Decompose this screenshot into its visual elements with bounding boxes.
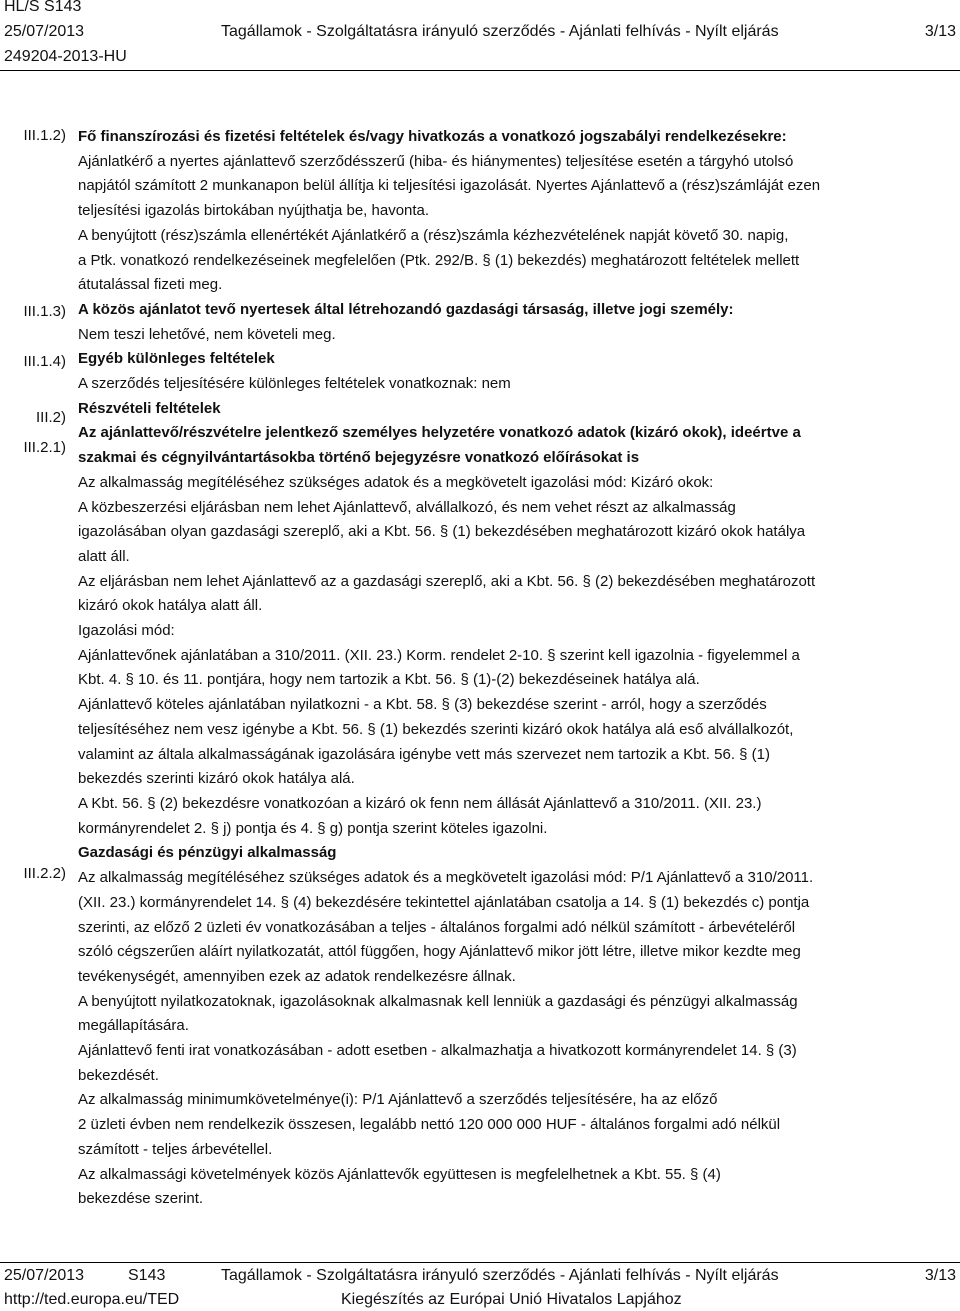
section-heading: A közös ajánlatot tevő nyertesek által létrehozandó gazdasági társaság, illetve jogi személy: xyxy=(78,300,734,318)
footer-date: 25/07/2013 xyxy=(4,1267,85,1284)
text-line: számított - teljes árbevétellel. xyxy=(78,1140,273,1158)
footer-url[interactable]: http://ted.europa.eu/TED xyxy=(4,1291,180,1308)
section-number: III.1.3) xyxy=(23,303,66,320)
journal-label: HL/S S143 xyxy=(4,0,82,15)
section-heading: Egyéb különleges feltételek xyxy=(78,350,275,368)
text-line: (XII. 23.) kormányrendelet 14. § (4) bekezdésére tekintettel ajánlatában csatolja a 14. § (1) bekezdés c) pontja xyxy=(78,893,810,911)
text-line: kormányrendelet 2. § j) pontja és 4. § g) pontja szerint köteles igazolni. xyxy=(78,819,548,837)
header-title: Tagállamok - Szolgáltatásra irányuló szerződés - Ajánlati felhívás - Nyílt eljárás xyxy=(221,23,779,40)
text-line: teljesítési igazolás birtokában nyújthatja be, havonta. xyxy=(78,202,430,220)
footer-divider xyxy=(0,1262,960,1263)
text-line: teljesítéséhez nem vesz igénybe a Kbt. 56. § (1) bekezdés szerinti kizáró okok hatálya alá eső alvállalkozót, xyxy=(78,720,794,738)
text-line: 2 üzleti évben nem rendelkezik összesen, legalább nettó 120 000 000 HUF - általános forgalmi adó nélkül xyxy=(78,1116,781,1134)
text-line: Az alkalmasság minimumkövetelménye(i): P/1 Ajánlattevő a szerződés teljesítésére, ha az előző xyxy=(78,1091,718,1109)
text-line: Ajánlatkérő a nyertes ajánlattevő szerződésszerű (hiba- és hiánymentes) teljesítése esetén a tárgyhó utolsó xyxy=(78,152,794,170)
section-number: III.1.4) xyxy=(23,353,66,370)
text-line: Az alkalmassági követelmények közös Ajánlattevők együttesen is megfelelhetnek a Kbt. 55. § (4) xyxy=(78,1165,721,1183)
text-line: szóló cégszerűen aláírt nyilatkozatát, attól függően, hogy Ajánlattevő mikor jött létre, illetve mikor kezdte meg xyxy=(78,943,801,961)
section-number: III.2) xyxy=(35,409,66,426)
text-line: a Ptk. vonatkozó rendelkezéseinek megfelelően (Ptk. 292/B. § (1) bekezdés) meghatározott feltételek mellett xyxy=(78,251,800,269)
text-line: megállapítására. xyxy=(78,1017,189,1035)
section-number: III.2.2) xyxy=(23,865,66,882)
footer-series: S143 xyxy=(128,1267,166,1284)
text-line: igazolásában olyan gazdasági szereplő, aki a Kbt. 56. § (1) bekezdésében meghatározott kizáró okok hatálya xyxy=(78,523,806,541)
section-number: III.1.2) xyxy=(23,127,66,144)
text-line: Ajánlattevő fenti irat vonatkozásában - adott esetben - alkalmazhatja a hivatkozott kormányrendelet 14. § (3) xyxy=(78,1042,797,1060)
text-line: Igazolási mód: xyxy=(78,622,175,640)
text-line: Ajánlattevőnek ajánlatában a 310/2011. (XII. 23.) Korm. rendelet 2-10. § szerint kell igazolnia - figyelemmel a xyxy=(78,646,800,664)
text-line: A szerződés teljesítésére különleges feltételek vonatkoznak: nem xyxy=(78,375,511,393)
text-line: Ajánlattevő köteles ajánlatában nyilatkozni - a Kbt. 58. § (3) bekezdése szerint - arról, hogy a szerződés xyxy=(78,696,767,714)
text-line: Nem teszi lehetővé, nem követeli meg. xyxy=(78,325,336,343)
header-doc-id: 249204-2013-HU xyxy=(4,48,127,65)
header-divider xyxy=(0,70,960,71)
text-line: átutalással fizeti meg. xyxy=(78,276,223,294)
section-heading: Részvételi feltételek xyxy=(78,399,221,417)
text-line: bekezdése szerint. xyxy=(78,1190,204,1208)
section-number: III.2.1) xyxy=(23,439,66,456)
text-line: szerinti, az előző 2 üzleti év vonatkozásában a teljes - általános forgalmi adó nélkül számított - árbevételéről xyxy=(78,918,796,936)
text-line: tevékenységét, amennyiben ezek az adatok rendelkezésre állnak. xyxy=(78,967,516,985)
section-heading: Fő finanszírozási és fizetési feltételek és/vagy hivatkozás a vonatkozó jogszabályi rendelkezésekre: xyxy=(78,128,787,145)
section-heading: szakmai és cégnyilvántartásokba történő bejegyzésre vonatkozó előírásokat is xyxy=(78,449,640,467)
text-line: A Kbt. 56. § (2) bekezdésre vonatkozóan a kizáró ok fenn nem állását Ajánlattevő a 310/2011. (XII. 23.) xyxy=(78,794,762,812)
text-line: napjától számított 2 munkanapon belül állítja ki teljesítési igazolását. Nyertes Ajánlattevő a (rész)számláját ezen xyxy=(78,177,821,195)
text-line: A közbeszerzési eljárásban nem lehet Ajánlattevő, alvállalkozó, és nem vehet részt az alkalmasság xyxy=(78,498,736,516)
footer-page-number: 3/13 xyxy=(924,1267,956,1284)
text-line: valamint az általa alkalmasságának igazolására igénybe vett más szervezet nem tartozik a Kbt. 56. § (1) xyxy=(78,745,771,763)
text-line: alatt áll. xyxy=(78,547,130,565)
footer-title: Tagállamok - Szolgáltatásra irányuló szerződés - Ajánlati felhívás - Nyílt eljárás xyxy=(221,1267,779,1284)
section-heading: Az ajánlattevő/részvételre jelentkező személyes helyzetére vonatkozó adatok (kizáró okok), ideértve a xyxy=(78,424,801,442)
text-line: Az alkalmasság megítéléséhez szükséges adatok és a megkövetelt igazolási mód: P/1 Ajánlattevő a 310/2011. xyxy=(78,869,814,887)
text-line: A benyújtott (rész)számla ellenértékét Ajánlatkérő a (rész)számla kézhezvételének napját követő 30. napig, xyxy=(78,226,789,244)
text-line: A benyújtott nyilatkozatoknak, igazolásoknak alkalmasnak kell lenniük a gazdasági és pénzügyi alkalmasság xyxy=(78,992,798,1010)
text-line: kizáró okok hatálya alatt áll. xyxy=(78,597,263,615)
header-page-number: 3/13 xyxy=(924,23,956,40)
footer-publisher: Kiegészítés az Európai Unió Hivatalos Lapjához xyxy=(341,1291,682,1308)
text-line: bekezdését. xyxy=(78,1066,159,1084)
section-heading: Gazdasági és pénzügyi alkalmasság xyxy=(78,844,337,862)
header-date: 25/07/2013 xyxy=(4,23,85,40)
text-line: bekezdés szerinti kizáró okok hatálya alá. xyxy=(78,770,355,788)
text-line: Az alkalmasság megítéléséhez szükséges adatok és a megkövetelt igazolási mód: Kizáró okok: xyxy=(78,473,714,491)
document-body xyxy=(78,125,958,1212)
text-line: Az eljárásban nem lehet Ajánlattevő az a gazdasági szereplő, aki a Kbt. 56. § (2) bekezdésében meghatározott xyxy=(78,572,816,590)
text-line: Kbt. 4. § 10. és 11. pontjára, hogy nem tartozik a Kbt. 56. § (1)-(2) bekezdéseinek hatálya alá. xyxy=(78,671,700,689)
